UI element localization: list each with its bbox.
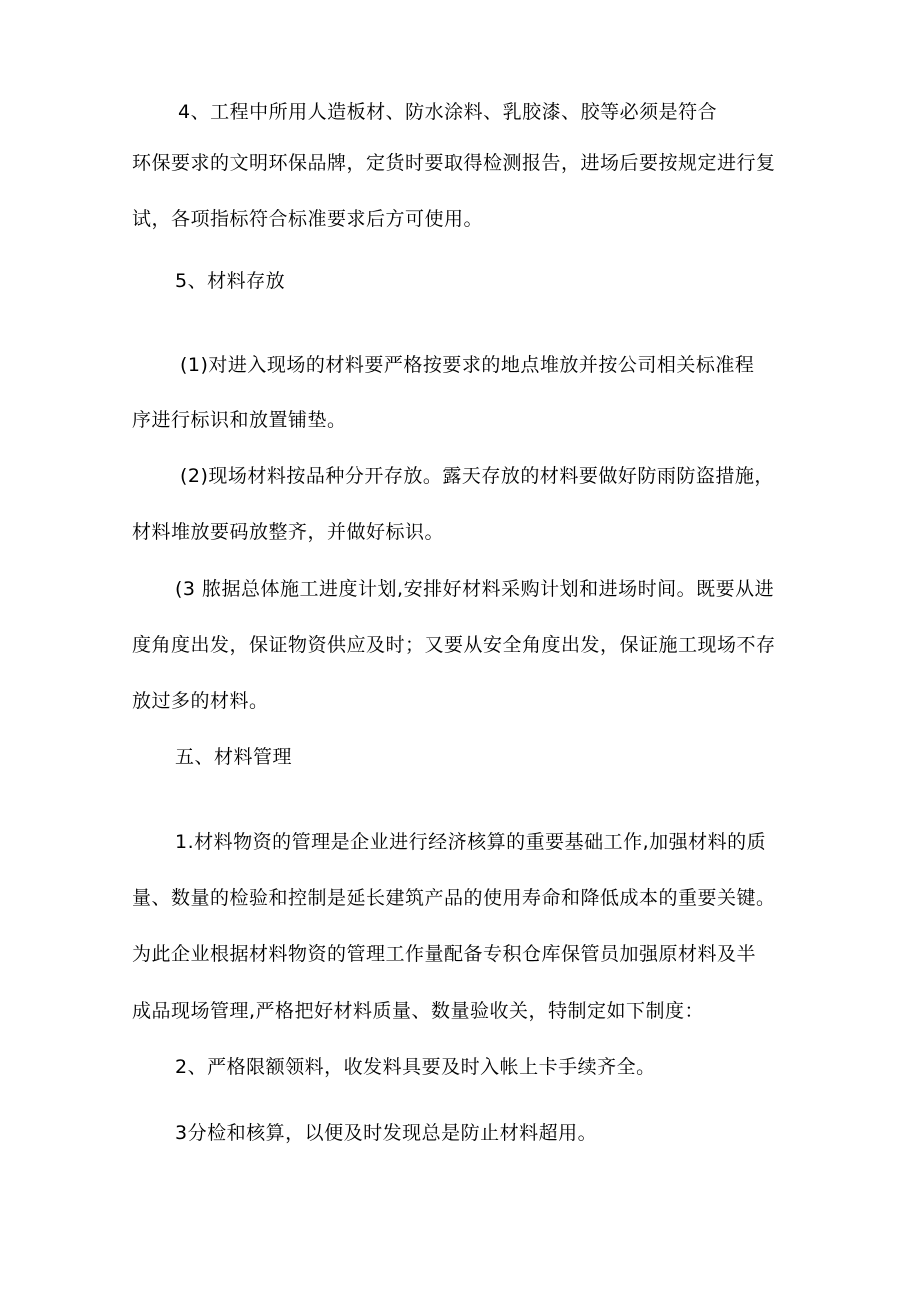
- item4-line-2: 环保要求的文明环保品牌，定货时要取得检测报告，进场后要按规定进行复: [132, 152, 776, 174]
- item4-line-1: 4、工程中所用人造板材、防水涂料、乳胶漆、胶等必须是符合: [178, 101, 718, 123]
- sub3-line-3: 放过多的材料。: [132, 690, 269, 712]
- sub3-line-1: (3 脓据总体施工进度计划,安排好材料采购计划和进场时间。既要从进: [175, 578, 775, 600]
- mgmt1-line-2: 量、数量的检验和控制是延长建筑产品的使用寿命和降低成本的重要关键。: [132, 887, 776, 909]
- sub1-line-1: (1)对进入现场的材料要严格按要求的地点堆放并按公司相关标准程: [180, 354, 755, 376]
- mgmt1-line-1: 1.材料物资的管理是企业进行经济核算的重要基础工作,加强材料的质: [175, 831, 767, 853]
- sub1-line-2: 序进行标识和放置铺垫。: [132, 409, 347, 431]
- mgmt1-line-3: 为此企业根据材料物资的管理工作量配备专积仓库保管员加强原材料及半: [132, 943, 757, 965]
- item4-line-3: 试，各项指标符合标准要求后方可使用。: [132, 208, 484, 230]
- sub3-line-2: 度角度出发，保证物资供应及时；又要从安全角度出发，保证施工现场不存: [132, 634, 776, 656]
- mgmt3-line: 3分检和核算，以便及时发现总是防止材料超用。: [175, 1122, 598, 1144]
- sub2-line-1: (2)现场材料按品种分开存放。露天存放的材料要做好防雨防盗措施，: [180, 465, 774, 487]
- mgmt2-line: 2、严格限额领料，收发料具要及时入帐上卡手续齐全。: [175, 1056, 656, 1078]
- sub2-line-2: 材料堆放要码放整齐，并做好标识。: [132, 521, 445, 543]
- item5-heading: 5、材料存放: [175, 270, 286, 292]
- mgmt1-line-4: 成品现场管理,严格把好材料质量、数量验收关，特制定如下制度：: [132, 1000, 705, 1022]
- section5-heading: 五、材料管理: [175, 746, 293, 768]
